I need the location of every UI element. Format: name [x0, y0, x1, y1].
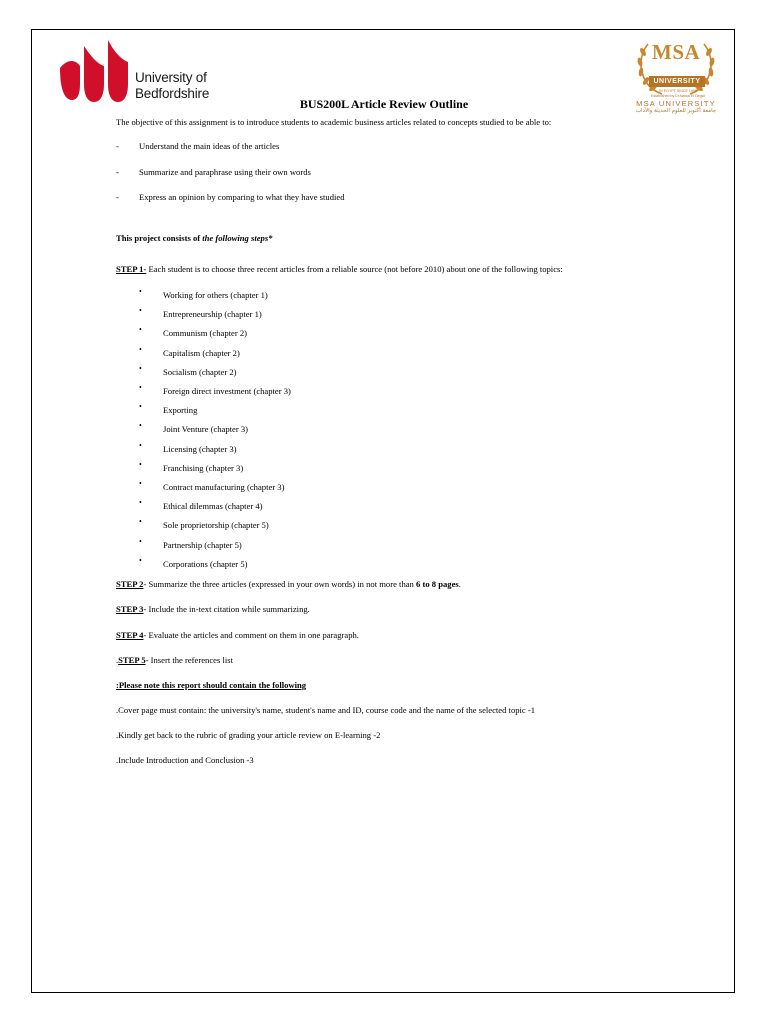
- step-2: [116, 579, 461, 589]
- step-1-label: STEP 1-: [116, 264, 147, 274]
- topic-bullet: •: [139, 479, 142, 488]
- topic-bullet: •: [139, 536, 142, 546]
- topic-item: Exporting: [163, 405, 198, 416]
- topic-bullet: •: [139, 517, 142, 527]
- objective-item: Express an opinion by comparing to what they have studied: [139, 192, 345, 202]
- objective-item: Understand the main ideas of the articles: [139, 141, 280, 151]
- note-item: .Cover page must contain: the university's name, student's name and ID, course code and the name of the selected topic -1: [116, 705, 536, 715]
- note-item: .Include Introduction and Conclusion -3: [116, 755, 254, 765]
- step-2-label: STEP 2: [116, 579, 144, 589]
- topic-item: Licensing (chapter 3): [163, 443, 237, 454]
- step-4: [116, 630, 359, 640]
- step-4-text: - Evaluate the articles and comment on them in one paragraph.: [143, 630, 359, 640]
- document-title: BUS200L Article Review Outline: [299, 97, 469, 111]
- step-2-bold: 6 to 8 pages: [416, 579, 459, 589]
- topic-item: Ethical dilemmas (chapter 4): [163, 501, 263, 512]
- uob-name-line2: Bedfordshire: [135, 86, 210, 101]
- step-3-text: - Include the in-text citation while summarizing.: [143, 604, 310, 614]
- objective-dash-marker: -: [116, 167, 119, 177]
- topic-item: Joint Venture (chapter 3): [163, 424, 249, 435]
- objective-item: Summarize and paraphrase using their own words: [139, 167, 311, 177]
- topic-bullet: •: [139, 498, 142, 508]
- topic-bullet: •: [139, 421, 142, 431]
- step-3: [116, 604, 310, 614]
- msa-name: MSA UNIVERSITY: [636, 99, 716, 108]
- topic-item: Franchising (chapter 3): [163, 462, 244, 473]
- note-heading: :Please note this report should contain the following: [116, 680, 307, 690]
- topic-item: Entrepreneurship (chapter 1): [163, 309, 262, 320]
- topic-item: Sole proprietorship (chapter 5): [163, 520, 269, 531]
- objective-dash-marker: -: [116, 141, 119, 151]
- topic-bullet: •: [139, 383, 142, 392]
- project-heading-prefix: This project consists of: [116, 233, 203, 243]
- topic-bullet: •: [139, 306, 142, 316]
- objective-text: The objective of this assignment is to introduce students to academic business articles related to concepts studied to be able to:: [116, 117, 552, 127]
- topic-bullet: •: [139, 555, 142, 565]
- topic-item: Corporations (chapter 5): [163, 558, 248, 569]
- topic-bullet: •: [139, 287, 142, 296]
- project-heading-emphasis: the following steps*: [202, 233, 273, 243]
- step-5-label: STEP 5: [118, 655, 146, 665]
- step-1-text: Each student is to choose three recent articles from a reliable source (not before 2010) about one of the following topics:: [146, 264, 563, 274]
- topic-bullet: •: [139, 440, 142, 450]
- topic-item: Working for others (chapter 1): [163, 290, 268, 300]
- step-4-label: STEP 4: [116, 630, 144, 640]
- project-heading: [116, 233, 272, 243]
- msa-arabic-name: جامعة أكتوبر للعلوم الحديثة والآداب: [635, 108, 717, 114]
- topic-item: Partnership (chapter 5): [163, 539, 242, 550]
- topic-item: Communism (chapter 2): [163, 328, 248, 339]
- topic-item: Contract manufacturing (chapter 3): [163, 482, 285, 492]
- step-5: [116, 655, 233, 665]
- step-3-label: STEP 3: [116, 604, 144, 614]
- topic-item: Socialism (chapter 2): [163, 366, 237, 377]
- msa-small-line1: IN EGYPT SINCE 1996: [659, 89, 697, 93]
- step-5-prefix: .: [116, 655, 119, 665]
- topic-bullet: •: [139, 325, 142, 335]
- topic-bullet: •: [139, 344, 142, 354]
- msa-logo-word: MSA: [652, 40, 701, 64]
- msa-small-line2: Established by Dr.Nawal El Degwi: [650, 93, 706, 98]
- step-2-end: .: [458, 579, 461, 589]
- step-5-text: - Insert the references list: [145, 655, 233, 665]
- topic-bullet: •: [139, 459, 142, 469]
- note-item: .Kindly get back to the rubric of grading your article review on E-learning -2: [116, 730, 381, 740]
- page-frame: [31, 29, 735, 993]
- topic-bullet: •: [139, 363, 142, 373]
- step-2-text: - Summarize the three articles (expressed in your own words) in not more than: [143, 579, 417, 589]
- uob-name-line1: University of: [135, 70, 207, 85]
- msa-ribbon: UNIVERSITY: [649, 76, 705, 87]
- topic-item: Capitalism (chapter 2): [163, 347, 240, 358]
- objective-dash-marker: -: [116, 192, 119, 202]
- step-1: [116, 264, 563, 274]
- topic-item: Foreign direct investment (chapter 3): [163, 386, 291, 396]
- topic-bullet: •: [139, 402, 142, 412]
